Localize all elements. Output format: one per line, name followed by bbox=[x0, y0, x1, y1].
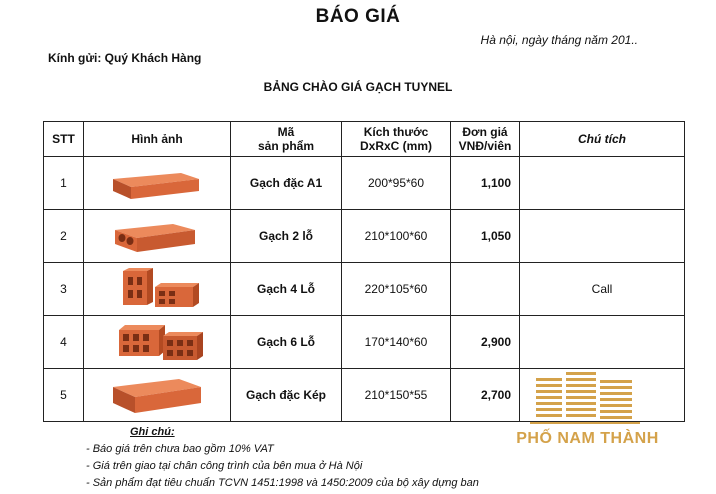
product-price: 2,700 bbox=[451, 369, 520, 422]
product-price: 2,900 bbox=[451, 316, 520, 369]
date-line: Hà nội, ngày tháng năm 201.. bbox=[480, 33, 638, 47]
product-size: 170*140*60 bbox=[342, 316, 451, 369]
note-item: - Giá trên giao tại chân công trình của bên mua ở Hà Nội bbox=[86, 460, 363, 472]
product-price: 1,100 bbox=[451, 157, 520, 210]
four-hole-brick-image bbox=[109, 267, 205, 311]
column-header-code bbox=[231, 122, 342, 157]
table-row bbox=[44, 157, 685, 210]
recipient-line: Kính gửi: Quý Khách Hàng bbox=[48, 51, 202, 65]
column-header-stt: STT bbox=[44, 122, 84, 157]
table-title: BẢNG CHÀO GIÁ GẠCH TUYNEL bbox=[263, 80, 453, 94]
row-stt: 1 bbox=[44, 157, 84, 210]
row-stt: 3 bbox=[44, 263, 84, 316]
logo-text: PHỐ NAM THÀNH bbox=[516, 430, 659, 447]
column-header-size bbox=[342, 122, 451, 157]
product-image bbox=[84, 210, 231, 263]
product-image bbox=[84, 316, 231, 369]
column-header-code-line1: Mã bbox=[277, 125, 295, 139]
company-logo bbox=[500, 372, 675, 454]
product-note bbox=[520, 157, 685, 210]
column-header-size-line2: DxRxC (mm) bbox=[359, 139, 432, 153]
product-image bbox=[84, 157, 231, 210]
column-header-price bbox=[451, 122, 520, 157]
column-header-note: Chú tích bbox=[520, 122, 685, 157]
product-size: 220*105*60 bbox=[342, 263, 451, 316]
document-title: BÁO GIÁ bbox=[315, 6, 401, 27]
table-header-row bbox=[44, 122, 685, 157]
column-header-size-line1: Kích thước bbox=[363, 125, 429, 139]
table-row bbox=[44, 210, 685, 263]
column-header-image: Hình ảnh bbox=[84, 122, 231, 157]
product-image bbox=[84, 263, 231, 316]
product-note: Call bbox=[520, 263, 685, 316]
table-row bbox=[44, 263, 685, 316]
product-size: 210*100*60 bbox=[342, 210, 451, 263]
product-size: 200*95*60 bbox=[342, 157, 451, 210]
column-header-code-line2: sản phẩm bbox=[257, 139, 314, 153]
product-size: 210*150*55 bbox=[342, 369, 451, 422]
double-solid-brick-image bbox=[109, 373, 205, 417]
product-name: Gạch đặc A1 bbox=[231, 157, 342, 210]
product-price: 1,050 bbox=[451, 210, 520, 263]
column-header-price-line2: VNĐ/viên bbox=[458, 139, 512, 153]
column-header-price-line1: Đơn giá bbox=[462, 125, 508, 139]
six-hole-brick-image bbox=[107, 320, 207, 364]
product-name: Gạch 2 lỗ bbox=[231, 210, 342, 263]
row-stt: 5 bbox=[44, 369, 84, 422]
product-price bbox=[451, 263, 520, 316]
product-name: Gạch 6 Lỗ bbox=[231, 316, 342, 369]
two-hole-brick-image bbox=[109, 216, 205, 256]
product-image bbox=[84, 369, 231, 422]
note-item: - Sản phẩm đạt tiêu chuẩn TCVN 1451:1998 và 1450:2009 của bộ xây dựng ban bbox=[86, 477, 479, 489]
product-name: Gạch 4 Lỗ bbox=[231, 263, 342, 316]
product-note bbox=[520, 210, 685, 263]
product-name: Gạch đặc Kép bbox=[231, 369, 342, 422]
building-logo-icon bbox=[500, 372, 675, 428]
note-item: - Báo giá trên chưa bao gồm 10% VAT bbox=[86, 443, 274, 455]
row-stt: 2 bbox=[44, 210, 84, 263]
row-stt: 4 bbox=[44, 316, 84, 369]
table-row bbox=[44, 316, 685, 369]
solid-brick-image bbox=[109, 163, 205, 203]
product-note bbox=[520, 316, 685, 369]
notes-heading: Ghi chú: bbox=[130, 426, 175, 438]
notes-section bbox=[86, 424, 479, 492]
